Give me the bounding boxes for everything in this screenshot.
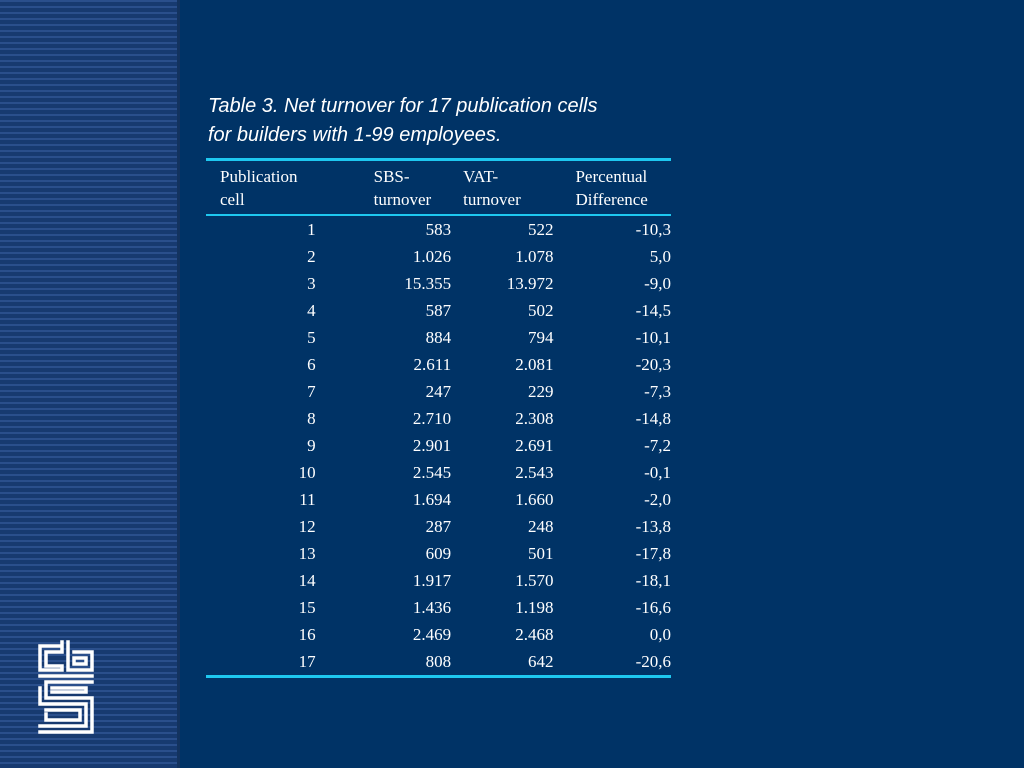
publication-cell-value: 2	[307, 247, 316, 266]
publication-cell-value: 7	[307, 382, 316, 401]
publication-cell-value: 10	[298, 463, 316, 482]
sbs-turnover-value: 609	[425, 544, 452, 563]
table-row	[206, 243, 671, 270]
vat-turnover-value: 248	[527, 517, 554, 536]
sbs-turnover-value: 2.710	[412, 409, 452, 428]
striped-sidebar	[0, 0, 180, 768]
table-row	[206, 297, 671, 324]
sbs-turnover-value: 583	[425, 220, 452, 239]
vat-turnover-value: 794	[527, 328, 554, 347]
publication-cell-value: 15	[298, 598, 316, 617]
table-row	[206, 432, 671, 459]
title-line-1: Table 3. Net turnover for 17 publication cells	[208, 95, 598, 117]
table-row	[206, 351, 671, 378]
vat-turnover-value: 1.660	[515, 490, 554, 509]
sbs-turnover-value: 2.611	[413, 355, 452, 374]
table-header-row	[206, 160, 671, 216]
publication-cell-value: 11	[299, 490, 316, 509]
percentual-difference-value: -14,8	[635, 409, 671, 428]
percentual-difference-value: -7,3	[644, 382, 671, 401]
table-body	[206, 215, 671, 677]
sbs-turnover-value: 2.469	[412, 625, 452, 644]
vat-turnover-value: 502	[527, 301, 554, 320]
slide-title	[208, 92, 678, 150]
percentual-difference-value: 0,0	[649, 625, 671, 644]
percentual-difference-value: -9,0	[644, 274, 671, 293]
header-sbs-turnover: SBS- turnover	[373, 167, 432, 209]
percentual-difference-value: -2,0	[644, 490, 671, 509]
publication-cell-value: 9	[307, 436, 316, 455]
percentual-difference-value: -18,1	[635, 571, 671, 590]
vat-turnover-value: 642	[527, 652, 554, 671]
vat-turnover-value: 229	[527, 382, 554, 401]
cbs-logo-icon	[36, 640, 96, 738]
sbs-turnover-value: 287	[425, 517, 452, 536]
sbs-turnover-value: 587	[425, 301, 452, 320]
header-publication-cell: Publication cell	[220, 167, 298, 209]
percentual-difference-value: -20,6	[635, 652, 671, 671]
table-row	[206, 378, 671, 405]
header-vat-turnover: VAT- turnover	[463, 167, 521, 209]
sbs-turnover-value: 247	[425, 382, 452, 401]
title-line-2: for builders with 1-99 employees.	[208, 124, 502, 146]
publication-cell-value: 16	[298, 625, 316, 644]
vat-turnover-value: 501	[527, 544, 554, 563]
table-row	[206, 270, 671, 297]
percentual-difference-value: -10,1	[635, 328, 671, 347]
table-row	[206, 459, 671, 486]
percentual-difference-value: -20,3	[635, 355, 671, 374]
sbs-turnover-value: 2.901	[412, 436, 452, 455]
publication-cell-value: 12	[298, 517, 316, 536]
sbs-turnover-value: 15.355	[404, 274, 452, 293]
percentual-difference-value: -10,3	[635, 220, 671, 239]
publication-cell-value: 1	[307, 220, 316, 239]
percentual-difference-value: -14,5	[635, 301, 671, 320]
publication-cell-value: 8	[307, 409, 316, 428]
table-row	[206, 567, 671, 594]
sbs-turnover-value: 1.694	[412, 490, 452, 509]
sbs-turnover-value: 2.545	[412, 463, 452, 482]
sbs-turnover-value: 808	[425, 652, 452, 671]
publication-cell-value: 4	[307, 301, 316, 320]
sbs-turnover-value: 1.917	[412, 571, 452, 590]
vat-turnover-value: 2.468	[515, 625, 554, 644]
publication-cell-value: 17	[298, 652, 316, 671]
table-row	[206, 324, 671, 351]
table-row	[206, 648, 671, 677]
publication-cell-value: 3	[307, 274, 316, 293]
sbs-turnover-value: 1.026	[412, 247, 452, 266]
turnover-table	[206, 158, 671, 678]
percentual-difference-value: -16,6	[635, 598, 671, 617]
publication-cell-value: 13	[298, 544, 316, 563]
table-row	[206, 540, 671, 567]
percentual-difference-value: -7,2	[644, 436, 671, 455]
table-row	[206, 621, 671, 648]
sbs-turnover-value: 1.436	[412, 598, 452, 617]
table-row	[206, 215, 671, 243]
vat-turnover-value: 2.543	[515, 463, 554, 482]
percentual-difference-value: -0,1	[644, 463, 671, 482]
vat-turnover-value: 2.308	[515, 409, 554, 428]
percentual-difference-value: -17,8	[635, 544, 671, 563]
percentual-difference-value: 5,0	[649, 247, 671, 266]
vat-turnover-value: 522	[527, 220, 554, 239]
table-row	[206, 405, 671, 432]
sbs-turnover-value: 884	[425, 328, 452, 347]
vat-turnover-value: 1.078	[515, 247, 554, 266]
table-row	[206, 594, 671, 621]
publication-cell-value: 5	[307, 328, 316, 347]
publication-cell-value: 14	[298, 571, 316, 590]
vat-turnover-value: 1.570	[515, 571, 554, 590]
vat-turnover-value: 1.198	[515, 598, 554, 617]
vat-turnover-value: 2.081	[515, 355, 554, 374]
table-row	[206, 486, 671, 513]
vat-turnover-value: 13.972	[506, 274, 554, 293]
table-row	[206, 513, 671, 540]
header-percentual-difference: Percentual Difference	[575, 167, 648, 209]
vat-turnover-value: 2.691	[515, 436, 554, 455]
percentual-difference-value: -13,8	[635, 517, 671, 536]
publication-cell-value: 6	[307, 355, 316, 374]
